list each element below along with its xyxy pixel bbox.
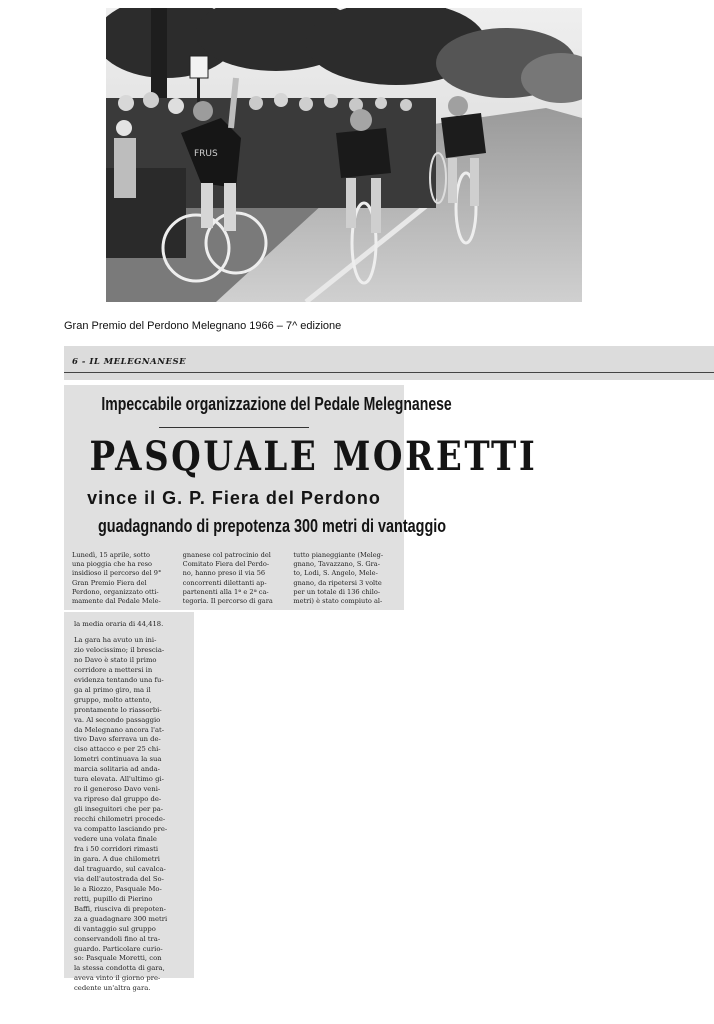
body-line: le a Riozzo, Pasquale Mo-	[74, 884, 162, 893]
lead-line: Lunedì, 15 aprile, sotto	[72, 551, 151, 559]
body-line: recchi chilometri procede-	[74, 815, 166, 824]
body-line: La gara ha avuto un ini-	[74, 635, 157, 644]
body-line: za a guadagnare 300 metri	[74, 914, 168, 923]
lead-column-3	[293, 551, 398, 606]
body-line: ro il generoso Davo veni-	[74, 785, 161, 794]
lead-line: Gran Premio Fiera del	[72, 578, 147, 587]
lead-line: no, hanno preso il via 56	[182, 569, 266, 578]
lead-line: tegoria. Il percorso di gara	[182, 597, 273, 606]
race-photo-illustration	[106, 8, 582, 302]
lead-line: gnanese col patrocinio del	[182, 551, 271, 559]
body-line: fra i 50 corridori rimasti	[74, 844, 159, 853]
body-line: Baffi, riusciva di prepoten-	[74, 904, 166, 913]
body-line: so: Pasquale Moretti, con	[74, 954, 162, 963]
newspaper-page-header	[64, 346, 714, 380]
body-line: la stessa condotta di gara,	[74, 964, 165, 973]
article-subheadline-2: guadagnando di prepotenza 300 metri di vantaggio	[98, 516, 447, 536]
body-line: no Davo è stato il primo	[74, 655, 157, 664]
body-line: la media oraria di 44,418.	[74, 620, 164, 628]
body-line: ciso attacco e per 25 chi-	[74, 745, 161, 754]
header-rule	[64, 372, 714, 373]
article-subheadline-1: vince il G. P. Fiera del Perdono	[87, 488, 381, 508]
lead-line: to, Lodi, S. Angelo, Mele-	[293, 569, 378, 578]
lead-line: tutto pianeggiante (Meleg-	[293, 551, 384, 559]
lead-line: Perdono, organizzato otti-	[72, 587, 159, 596]
lead-line: partenenti alla 1ª e 2ª ca-	[182, 587, 269, 596]
race-photo	[106, 8, 582, 302]
lead-column-2	[183, 551, 288, 606]
article-kicker: Impeccabile organizzazione del Pedale Melegnanese	[101, 394, 452, 414]
lead-line: gnano, Tavazzano, S. Gra-	[293, 560, 380, 569]
body-line: retti, pupillo di Pierino	[74, 894, 153, 903]
lead-line: per un totale di 136 chilo-	[293, 587, 381, 596]
body-line: lometri continuava la sua	[74, 755, 162, 764]
lead-line: Comitato Fiera del Perdo-	[182, 560, 270, 569]
body-line: va compatto lasciando pre-	[74, 825, 168, 834]
body-line: gruppo, molto attento,	[74, 695, 152, 704]
article-headline-clipping	[64, 385, 538, 610]
lead-line: insidioso il percorso del 9°	[72, 569, 162, 578]
lead-line: mamente dal Pedale Mele-	[72, 597, 161, 606]
body-line: evidenza tentando una fu-	[74, 675, 164, 684]
body-line: ga al primo giro, ma il	[74, 685, 151, 694]
body-line: di vantaggio sul gruppo	[74, 924, 156, 933]
body-line: va. Al secondo passaggio	[74, 715, 161, 724]
body-line: tura elevata. All'ultimo gi-	[74, 775, 164, 784]
body-line: va ripreso dal gruppo de-	[74, 795, 162, 804]
jersey-text: FRUS	[194, 149, 218, 159]
article-body-clipping	[64, 612, 194, 993]
lead-line: concorrenti dilettanti ap-	[182, 578, 267, 587]
body-line: da Melegnano ancora l'at-	[74, 725, 165, 734]
body-line: corridore a mettersi in	[74, 665, 153, 674]
sign-board	[190, 56, 208, 78]
body-line: prontamente lo riassorbi-	[74, 705, 162, 714]
lead-line: gnano, da ripetersi 3 volte	[293, 578, 382, 587]
lead-column-1	[72, 551, 177, 606]
body-line: via dell'autostrada del So-	[74, 874, 164, 883]
article-headline: PASQUALE MORETTI	[89, 433, 538, 480]
body-line: conservandoli fino al tra-	[74, 934, 161, 943]
body-line: in gara. A due chilometri	[74, 854, 160, 863]
photo-caption: Gran Premio del Perdono Melegnano 1966 – 7^ edizione	[64, 320, 342, 332]
body-line: cedente un'altra gara.	[74, 984, 151, 993]
body-line: aveva vinto il giorno pre-	[74, 974, 161, 983]
body-line: tivo Davo sferrava un de-	[74, 735, 161, 744]
body-line: gli inseguitori che per pa-	[74, 805, 164, 814]
body-line: guardo. Particolare curio-	[74, 944, 163, 953]
body-line: vedere una volata finale	[74, 835, 157, 844]
body-line: marcia solitaria ad anda-	[74, 765, 160, 774]
lead-line: metri) è stato compiuto al-	[293, 597, 383, 606]
page-header-text: 6 - IL MELEGNANESE	[72, 357, 187, 367]
body-line: zio velocissimo; il brescia-	[74, 645, 165, 654]
lead-line: una pioggia che ha reso	[72, 560, 153, 569]
kicker-rule	[159, 427, 309, 428]
article-body-text	[74, 620, 190, 994]
body-line: dal traguardo, sul cavalca-	[74, 864, 166, 873]
article-lead-columns	[72, 551, 398, 606]
